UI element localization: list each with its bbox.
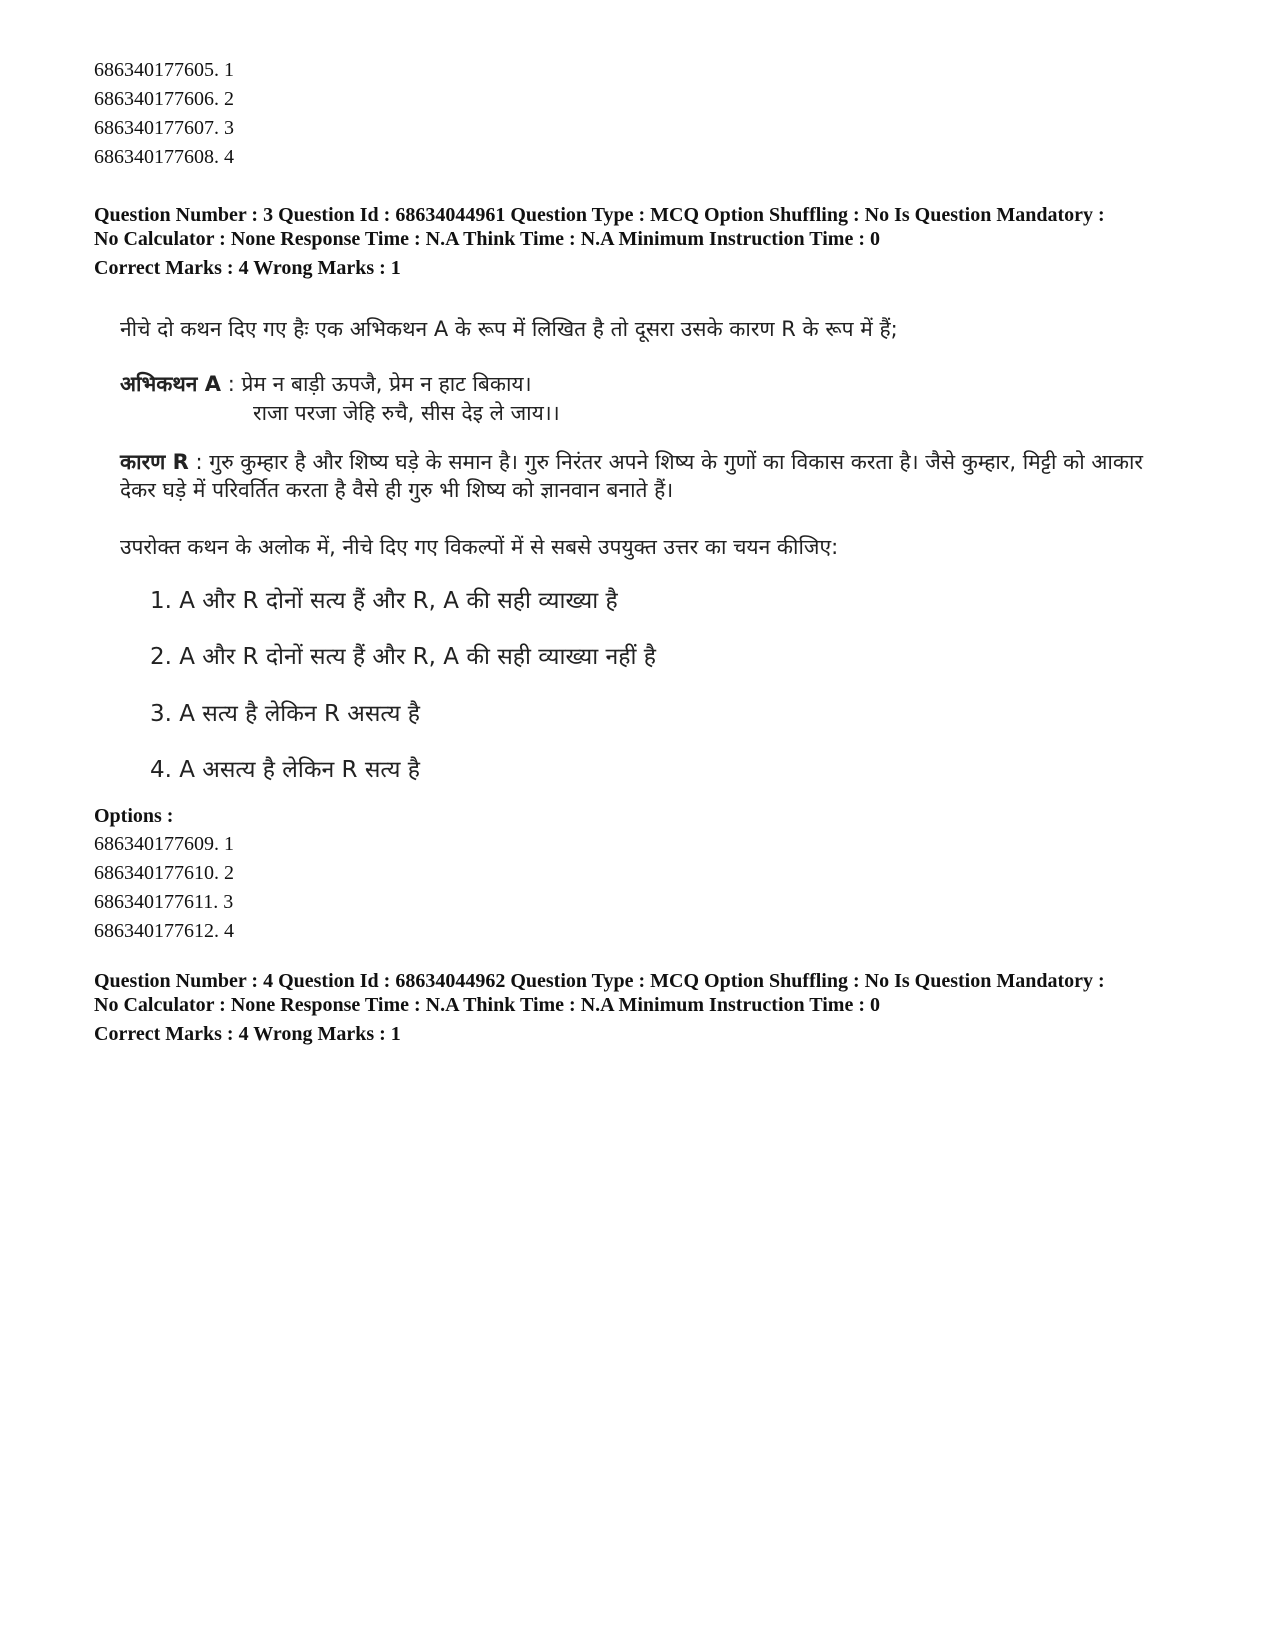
assertion (120, 370, 532, 398)
answer-choice-4: 4. A असत्य है लेकिन R सत्य है (150, 757, 420, 783)
question-marks: Correct Marks : 4 Wrong Marks : 1 (94, 257, 401, 279)
question-marks: Correct Marks : 4 Wrong Marks : 1 (94, 1023, 401, 1045)
question-intro: नीचे दो कथन दिए गए हैः एक अभिकथन A के रूप में लिखित है तो दूसरा उसके कारण R के रूप में हैं; (120, 317, 898, 341)
option-id: 686340177606. 2 (94, 88, 234, 110)
option-id: 686340177611. 3 (94, 891, 234, 913)
option-id: 686340177609. 1 (94, 833, 234, 855)
assertion-line-1: : प्रेम न बाड़ी ऊपजै, प्रेम न हाट बिकाय। (221, 372, 532, 396)
previous-question-options (94, 56, 234, 172)
option-id: 686340177612. 4 (94, 920, 234, 942)
question-3-body (120, 315, 1160, 795)
option-id: 686340177605. 1 (94, 59, 234, 81)
question-meta-line: No Calculator : None Response Time : N.A Think Time : N.A Minimum Instruction Time : 0 (94, 994, 880, 1016)
question-instruction: उपरोक्त कथन के अलोक में, नीचे दिए गए विकल्पों में से सबसे उपयुक्त उत्तर का चयन कीजिए: (120, 535, 839, 559)
answer-choice-1: 1. A और R दोनों सत्य हैं और R, A की सही व्याख्या है (150, 588, 618, 614)
reason-label: कारण R (120, 450, 189, 474)
question-meta-line: Question Number : 3 Question Id : 68634044961 Question Type : MCQ Option Shuffling : No Is Question Mandatory : (94, 204, 1105, 226)
assertion-label: अभिकथन A (120, 372, 222, 396)
reason-text: : गुरु कुम्हार है और शिष्य घड़े के समान है। गुरु निरंतर अपने शिष्य के गुणों का विकास करता है। जैसे कुम्हार, मिट्टी को आकार देकर घड़े में परिवर्तित करता है वैसे ही गुरु भी शिष्य को ज्ञानवान बनाते हैं। (120, 450, 1143, 502)
answer-choice-3: 3. A सत्य है लेकिन R असत्य है (150, 701, 420, 727)
question-meta-line: Question Number : 4 Question Id : 68634044962 Question Type : MCQ Option Shuffling : No Is Question Mandatory : (94, 970, 1105, 992)
reason (120, 448, 1160, 504)
question-4-metadata (94, 969, 1214, 1046)
option-id: 686340177610. 2 (94, 862, 234, 884)
assertion-line-2: राजा परजा जेहि रुचै, सीस देइ ले जाय।। (253, 401, 560, 425)
question-meta-line: No Calculator : None Response Time : N.A Think Time : N.A Minimum Instruction Time : 0 (94, 228, 880, 250)
options-heading: Options : (94, 805, 174, 827)
question-3-metadata (94, 203, 1214, 280)
answer-choice-2: 2. A और R दोनों सत्य हैं और R, A की सही व्याख्या नहीं है (150, 644, 656, 670)
question-3-options (94, 830, 234, 946)
option-id: 686340177608. 4 (94, 146, 234, 168)
option-id: 686340177607. 3 (94, 117, 234, 139)
